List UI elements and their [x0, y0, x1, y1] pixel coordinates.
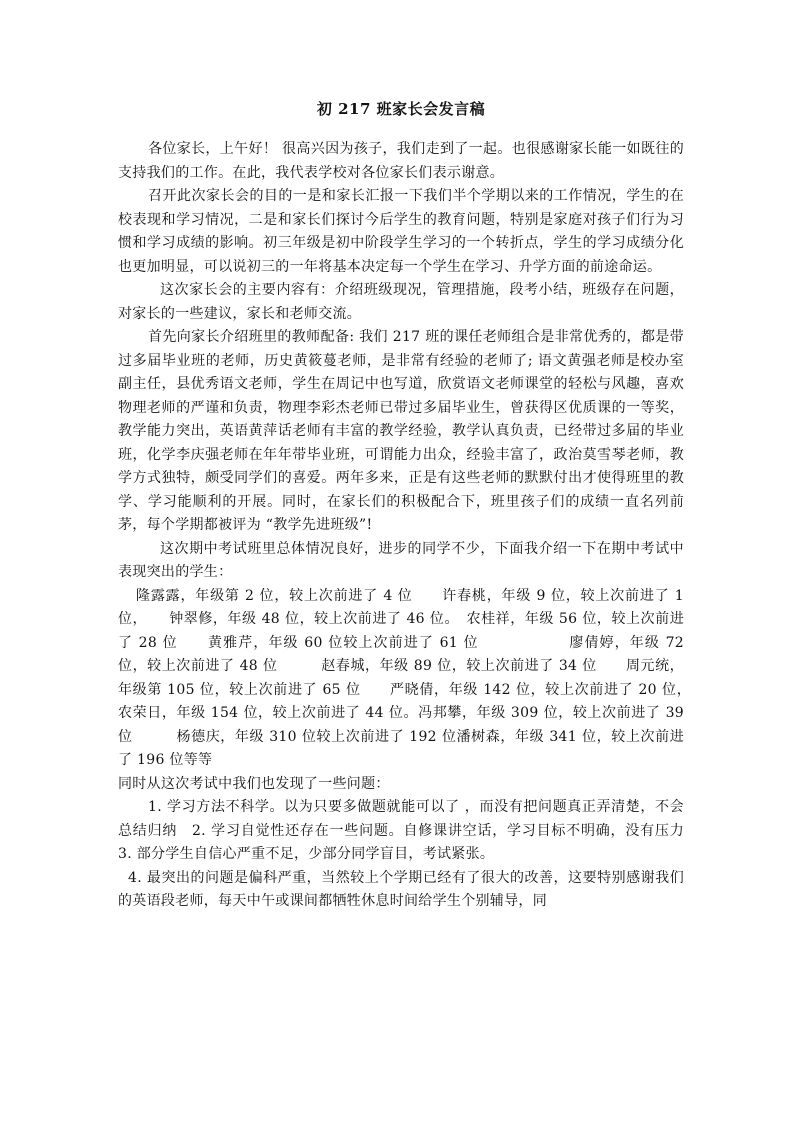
paragraph-greeting: 各位家长，上午好！ 很高兴因为孩子，我们走到了一起。也很感谢家长能一如既往的支持我们的工作。在此，我代表学校对各位家长们表示谢意。: [118, 141, 684, 181]
paragraph-problems-1-3: 1. 学习方法不科学。以为只要多做题就能可以了 ，而没有把问题真正弄清楚，不会总结归纳 2. 学习自觉性还存在一些问题。自修课讲空话，学习目标不明确，没有压力 3. 部分学生自信心严重不足，少部分同学盲目，考试紧张。: [118, 799, 684, 862]
paragraph-exam-summary: 这次期中考试班里总体情况良好，进步的同学不少，下面我介绍一下在期中考试中表现突出的学生：: [118, 540, 684, 580]
paragraph-purpose: 召开此次家长会的目的一是和家长汇报一下我们半个学期以来的工作情况，学生的在校表现和学习情况，二是和家长们探讨今后学生的教育问题，特别是家庭对孩子们行为习惯和学习成绩的影响。初三年级是初中阶段学生学习的一个转折点，学生的学习成绩分化也更加明显，可以说初三的一年将基本决定每一个学生在学习、升学方面的前途命运。: [118, 188, 684, 275]
paragraph-teachers: 首先向家长介绍班里的教师配备: 我们 217 班的课任老师组合是非常优秀的，都是带过多届毕业班的老师，历史黄筱蔓老师，是非常有经验的老师了; 语文黄强老师是校办室副主任，县优秀语文老师，学生在周记中也写道，欣赏语文老师课堂的轻松与风趣，喜欢物理老师的严谨和负责，物理李彩杰老师已带过多届毕业生，曾获得区优质课的一等奖，教学能力突出，英语黄萍话老师有丰富的教学经验，教学认真负责，已经带过多届的毕业班，化学李庆强老师在年年带毕业班，可谓能力出众，经验丰富了，政治莫雪琴老师，教学方式独特，颇受同学们的喜爱。两年多来，正是有这些老师的默默付出才使得班里的教学、学习能顺利的开展。同时，在家长们的积极配合下，班里孩子们的成绩一直名列前茅，每个学期都被评为 “教学先进班级”!: [118, 329, 684, 533]
paragraph-student-list: 隆露露，年级第 2 位，较上次前进了 4 位 许春桃，年级 9 位，较上次前进了 1 位， 钟翠修，年级 48 位，较上次前进了 46 位。 农桂祥，年级 56 位，较上次前进了 28 位 黄雅芹，年级 60 位较上次前进了 61 位 廖倩婷，年级 72 位，较上次前进了 48 位 赵春城，年级 89 位，较上次前进了 34 位 周元统，年级第 105 位，较上次前进了 65 位 严晓倩，年级 142 位，较上次前进了 20 位， 农荣日，年级 154 位，较上次前进了 44 位。冯邦攀，年级 309 位，较上次前进了 39 位 杨德庆，年级 310 位较上次前进了 192 位潘树森，年级 341 位，较上次前进了 196 位等等: [118, 587, 713, 768]
paragraph-problems-intro: 同时从这次考试中我们也发现了一些问题：: [118, 775, 390, 792]
document-page: [118, 98, 713, 914]
paragraph-problem-4: 4. 最突出的问题是偏科严重，当然较上个学期已经有了很大的改善，这要特别感谢我们的英语段老师，每天中午或课间都牺牲休息时间给学生个别辅导，同: [118, 869, 684, 909]
paragraph-agenda: 这次家长会的主要内容有：介绍班级现况，管理措施，段考小结，班级存在问题，对家长的一些建议，家长和老师交流。: [118, 282, 684, 322]
document-title: 初 217 班家长会发言稿: [316, 100, 486, 118]
